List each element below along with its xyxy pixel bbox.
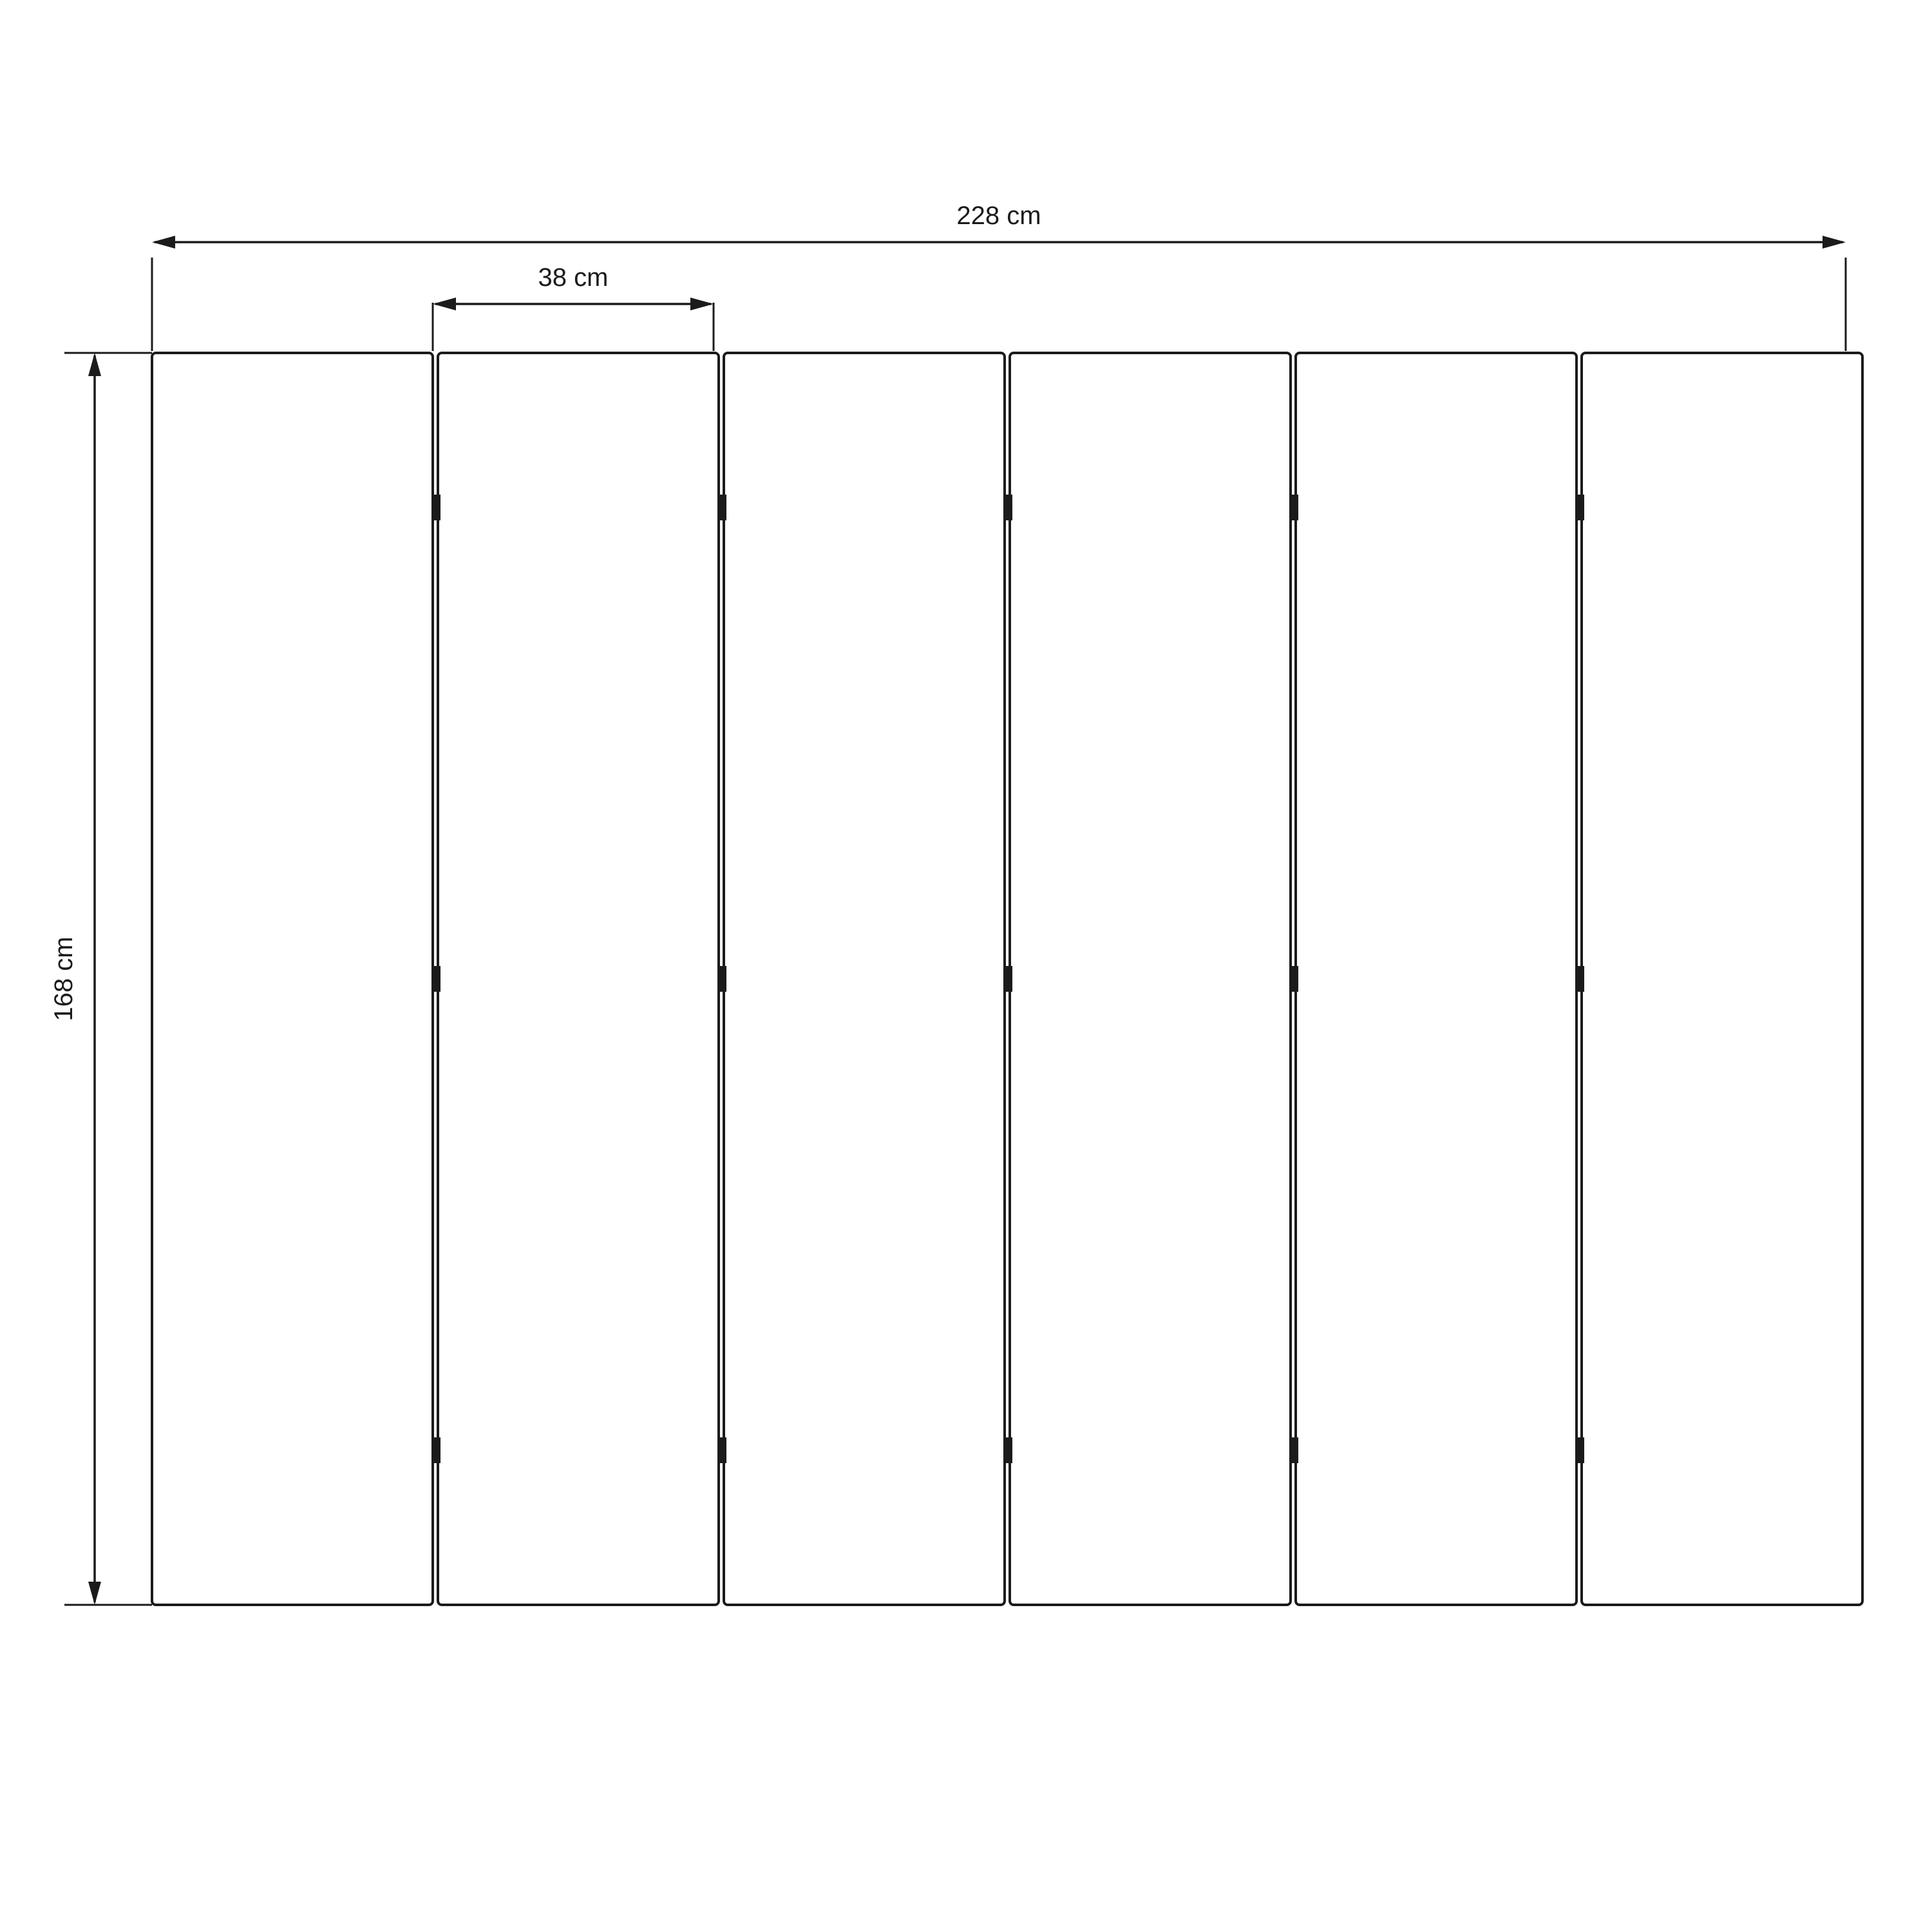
- panel-2-body[interactable]: [438, 353, 719, 1605]
- hinge-icon: [1577, 1437, 1584, 1463]
- panel-5-body[interactable]: [1296, 353, 1577, 1605]
- hinge-icon: [1577, 966, 1584, 992]
- panel-group: [152, 353, 1862, 1605]
- panel-1[interactable]: [152, 353, 433, 1605]
- hinge-icon: [433, 966, 440, 992]
- height-arrow-bottom: [88, 1582, 101, 1605]
- panel-1-body[interactable]: [152, 353, 433, 1605]
- hinge-icon: [719, 495, 726, 520]
- panel-4[interactable]: [1005, 353, 1291, 1605]
- panel-4-body[interactable]: [1010, 353, 1291, 1605]
- hinge-icon: [1005, 966, 1012, 992]
- total-width-dimension: [152, 202, 1846, 351]
- hinge-icon: [1291, 495, 1298, 520]
- panel-5[interactable]: [1291, 353, 1577, 1605]
- hinge-icon: [719, 1437, 726, 1463]
- panel-3-body[interactable]: [724, 353, 1005, 1605]
- hinge-icon: [1291, 1437, 1298, 1463]
- panel-width-arrow-right: [690, 298, 714, 310]
- height-dimension: [50, 353, 152, 1605]
- total-width-arrow-right: [1823, 236, 1846, 249]
- hinge-icon: [433, 495, 440, 520]
- hinge-icon: [1005, 1437, 1012, 1463]
- hinge-icon: [1005, 495, 1012, 520]
- panel-6[interactable]: [1577, 353, 1862, 1605]
- height-arrow-top: [88, 353, 101, 376]
- hinge-icon: [1577, 495, 1584, 520]
- panel-2[interactable]: [433, 353, 719, 1605]
- panel-width-arrow-left: [433, 298, 456, 310]
- hinge-icon: [719, 966, 726, 992]
- height-label: 168 cm: [50, 936, 78, 1021]
- hinge-icon: [433, 1437, 440, 1463]
- hinge-icon: [1291, 966, 1298, 992]
- panel-width-label: 38 cm: [538, 263, 609, 292]
- panel-3[interactable]: [719, 353, 1005, 1605]
- panel-6-body[interactable]: [1582, 353, 1862, 1605]
- total-width-label: 228 cm: [956, 202, 1041, 230]
- panel-width-dimension: [433, 263, 714, 351]
- total-width-arrow-left: [152, 236, 175, 249]
